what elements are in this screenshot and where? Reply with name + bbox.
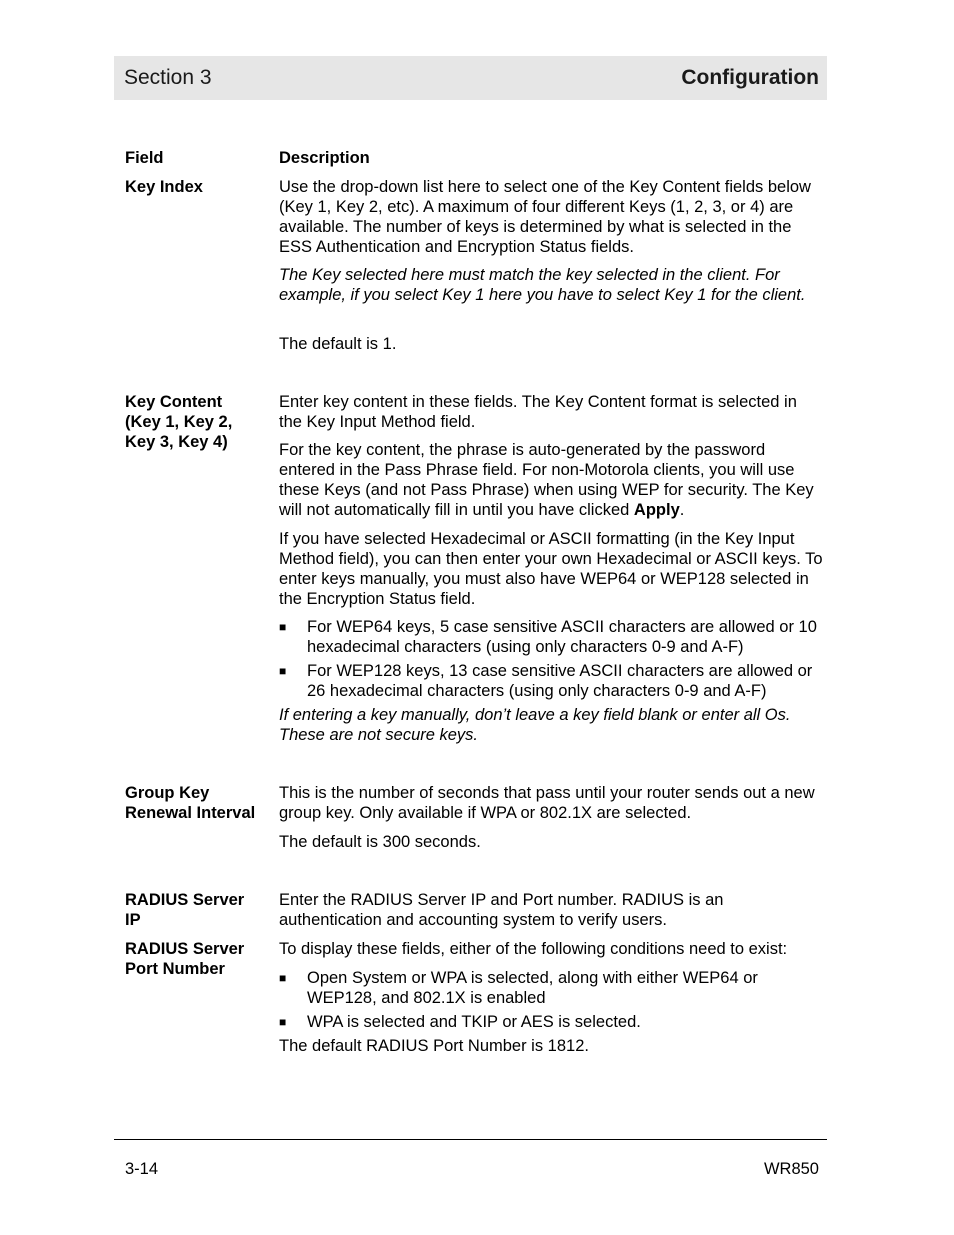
key-content-description: Enter key content in these fields. The Key Content format is selected in the Key Input Method field. <box>279 393 797 431</box>
footer-divider <box>114 1139 827 1140</box>
radius-condition-1: Open System or WPA is selected, along with either WEP64 or WEP128, and 802.1X is enabled <box>307 969 758 1007</box>
key-index-default: The default is 1. <box>279 335 397 353</box>
wep64-bullet: For WEP64 keys, 5 case sensitive ASCII characters are allowed or 10 hexadecimal characters (using only characters 0-9 and A-F) <box>307 618 817 656</box>
radius-ip-description: Enter the RADIUS Server IP and Port number. RADIUS is an authentication and accounting system to verify users. <box>279 891 724 929</box>
group-key-label: Group Key Renewal Interval <box>125 784 256 822</box>
bullet-marker: ■ <box>279 1015 287 1029</box>
bullet-marker: ■ <box>279 971 287 985</box>
apply-term: Apply <box>633 501 680 519</box>
key-content-autogen-text: For the key content, the phrase is auto-generated by the password entered in the Pass Phrase field. For non-Motorola clients, you will use these Keys (and not Pass Phrase) when using WEP for security. The Key will not automatically fill in until you have clicked <box>279 441 814 519</box>
key-content-autogen-paragraph <box>279 440 824 520</box>
group-key-description: This is the number of seconds that pass until your router sends out a new group key. Only available if WPA or 802.1X are selected. <box>279 784 815 822</box>
product-model: WR850 <box>763 1160 819 1178</box>
radius-condition-2: WPA is selected and TKIP or AES is selected. <box>307 1013 641 1031</box>
group-key-default: The default is 300 seconds. <box>279 833 481 851</box>
key-content-autogen-end: . <box>679 501 685 519</box>
bullet-marker: ■ <box>279 620 287 634</box>
field-column-header: Field <box>125 149 164 167</box>
key-content-note: If entering a key manually, don’t leave a key field blank or enter all Os. These are not secure keys. <box>279 706 791 744</box>
wep128-bullet: For WEP128 keys, 13 case sensitive ASCII characters are allowed or 26 hexadecimal characters (using only characters 0-9 and A-F) <box>307 662 813 700</box>
section-label: Section 3 <box>124 66 212 89</box>
key-index-note: The Key selected here must match the key selected in the client. For example, if you select Key 1 here you have to select Key 1 for the client. <box>279 266 806 304</box>
page-header <box>114 56 827 100</box>
radius-port-default: The default RADIUS Port Number is 1812. <box>279 1037 589 1055</box>
radius-port-description: To display these fields, either of the following conditions need to exist: <box>279 940 788 958</box>
chapter-title: Configuration <box>681 66 819 89</box>
key-content-manual-paragraph: If you have selected Hexadecimal or ASCII formatting (in the Key Input Method field), you can then enter your own Hexadecimal or ASCII keys. To enter keys manually, you must also have WEP64 or WEP128 selected in the Encryption Status field. <box>279 530 823 608</box>
radius-ip-label: RADIUS Server IP <box>125 891 245 929</box>
page-number: 3-14 <box>125 1160 159 1178</box>
key-content-label: Key Content (Key 1, Key 2, Key 3, Key 4) <box>125 393 233 451</box>
key-index-label: Key Index <box>125 178 203 196</box>
bullet-marker: ■ <box>279 664 287 678</box>
key-index-description: Use the drop-down list here to select one of the Key Content fields below (Key 1, Key 2, etc). A maximum of four different Keys (1, 2, 3, or 4) are available. The number of keys is determined by what is selected in the ESS Authentication and Encryption Status fields. <box>279 178 811 256</box>
description-column-header: Description <box>279 149 370 167</box>
radius-port-label: RADIUS Server Port Number <box>125 940 245 978</box>
